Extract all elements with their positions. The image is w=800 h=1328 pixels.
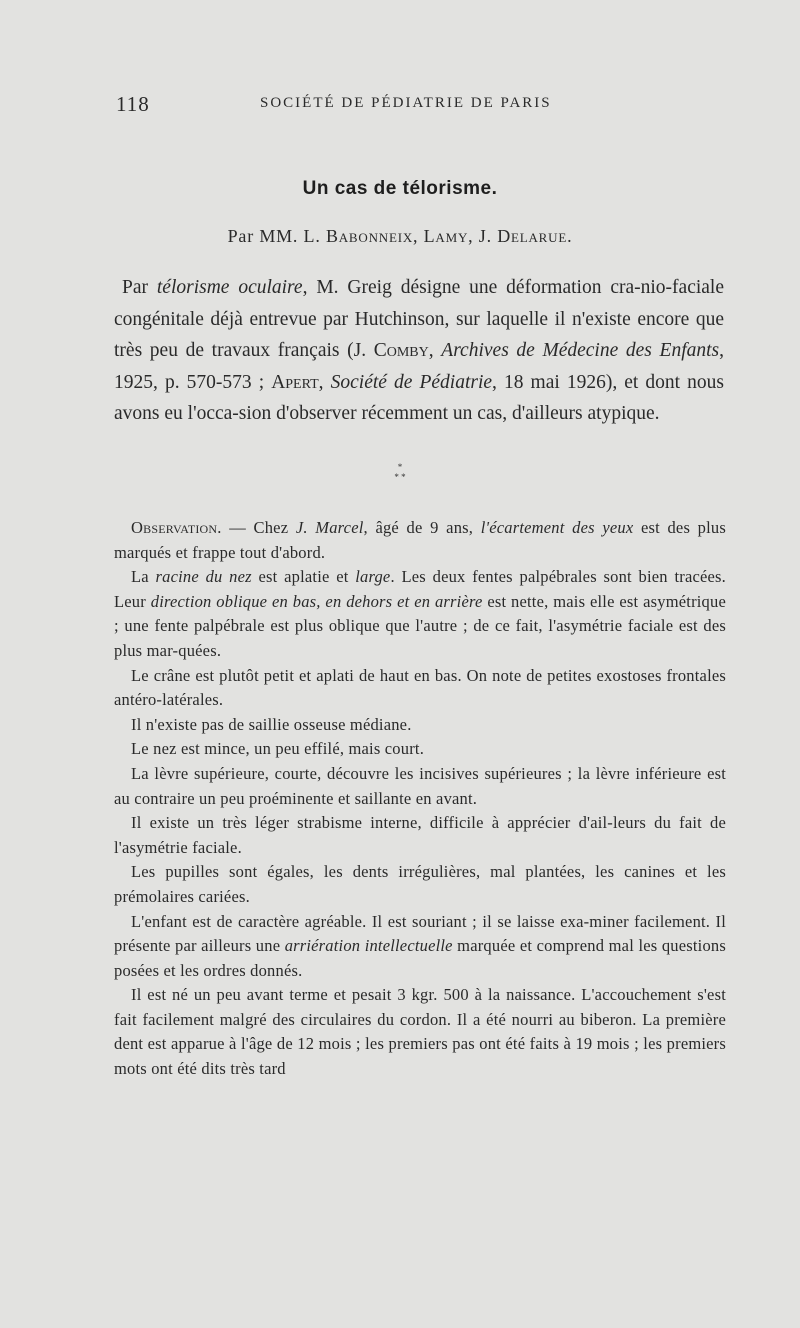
observation-paragraph: Il est né un peu avant terme et pesait 3 kgr. 500 à la naissance. L'accouchement s'est fait facilement malgré des circulaires du cordon. Il a été nourri au biberon. La première dent est apparue à l'âge de 12 mois ; les premiers pas ont été faits à 19 mois ; les premiers mots ont été dits très tard [114,985,726,1079]
intro-paragraph: Par télorisme oculaire, M. Greig désigne une déformation cra-nio-faciale congénitale déjà entrevue par Hutchinson, sur laquelle il n'existe encore que très peu de travaux français (J. Comby, Archives de Médecine des Enfants, 1925, p. 570-573 ; Apert, Société de Pédiatrie, 18 mai 1926), et dont nous avons eu l'occa-sion d'observer récemment un cas, d'ailleurs atypique. [114,277,725,424]
observation-paragraph: Les pupilles sont égales, les dents irrégulières, mal plantées, les canines et les prémolaires cariées. [114,862,726,906]
observation-label: Observation [131,518,218,537]
observation-paragraph: L'enfant est de caractère agréable. Il est souriant ; il se laisse exa-miner facilement. Il présente par ailleurs une arriération intellectuelle marquée et comprend mal les questions posées et les ordres donnés. [114,911,726,980]
observation-paragraph: Le nez est mince, un peu effilé, mais court. [131,739,425,759]
observation-paragraph: Observation. — Chez J. Marcel, âgé de 9 ans, l'écartement des yeux est des plus marqués et frappe tout d'abord. [114,518,726,562]
observation-paragraph: Il existe un très léger strabisme interne, difficile à apprécier d'ail-leurs du fait de l'asymétrie faciale. [114,813,726,857]
observation-paragraph: Il n'existe pas de saillie osseuse médiane. [131,714,412,734]
observation-section [114,516,726,1082]
observation-paragraph: La lèvre supérieure, courte, découvre les incisives supérieures ; la lèvre inférieure est au contraire un peu proéminente et saillante en avant. [114,763,726,808]
author-name: Lamy [423,226,469,246]
article-title: Un cas de télorisme. [302,178,498,199]
article-authors: Par MM. L. Babonneix, Lamy, J. Delarue. [227,226,573,246]
observation-paragraph: La racine du nez est aplatie et large. Les deux fentes palpébrales sont bien tracées. Leur direction oblique en bas, en dehors et en arrière est nette, mais elle est asymétrique ; une fente palpébrale est plus oblique que l'autre ; de ce fait, l'asymétrie faciale est des plus mar-quées. [114,567,726,660]
intro-section [114,272,724,430]
running-head: SOCIÉTÉ DE PÉDIATRIE DE PARIS [260,95,552,111]
author-name: Babonneix [325,226,414,246]
page-header [116,92,726,116]
section-separator-asterism: * * * [394,462,406,482]
observation-paragraph: Le crâne est plutôt petit et aplati de haut en bas. On note de petites exostoses frontales antéro-latérales. [114,665,726,710]
author-name: Delarue [497,226,568,246]
page-number: 118 [116,92,150,116]
